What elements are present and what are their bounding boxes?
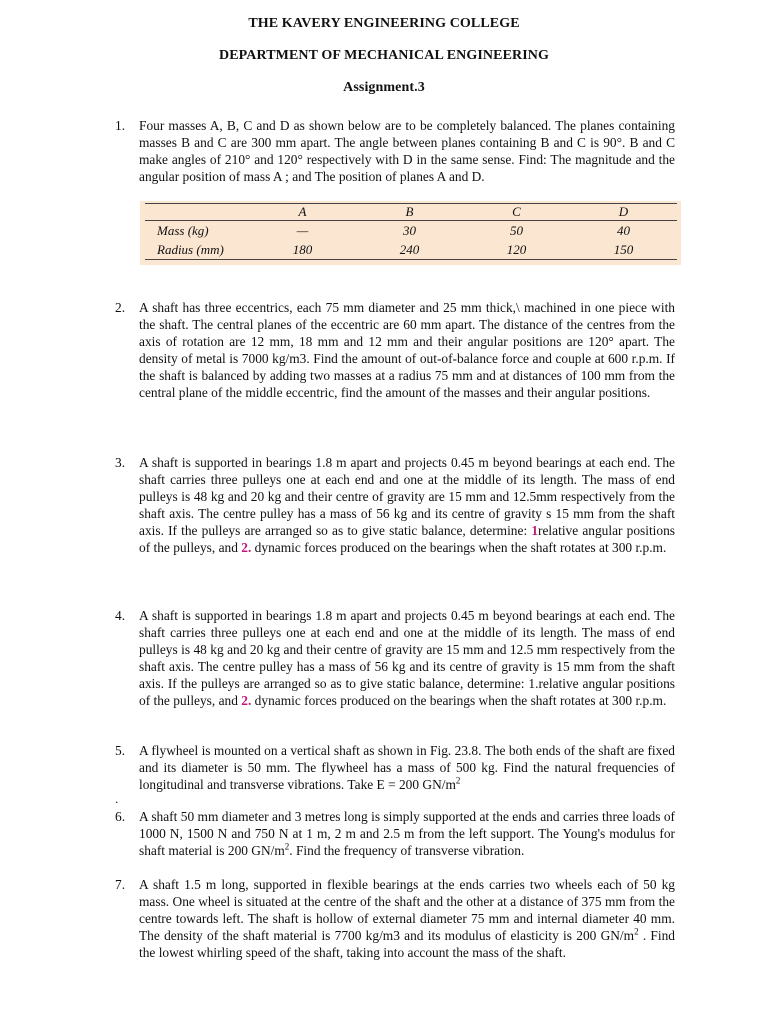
question-text: Four masses A, B, C and D as shown below are to be completely balanced. The planes containing masses B and C are 300 mm apart. The angle between planes containing B and C is 90°. B and C make angles of 210° and 120° respectively with D in the same sense. Find: The magnitude and the angular position of mass A ; and The position of planes A and D. xyxy=(139,118,675,184)
text-segment: A flywheel is mounted on a vertical shaft as shown in Fig. 23.8. The both ends of the shaft are fixed and its diameter is 50 mm. The flywheel has a mass of 500 kg. Find the natural frequencies of longitudinal and transverse vibrations. Take E = 200 GN/m xyxy=(139,743,675,792)
text-segment: . Find the frequency of transverse vibration. xyxy=(289,842,525,858)
stray-mark: . xyxy=(115,791,119,806)
question-text: A shaft has three eccentrics, each 75 mm diameter and 25 mm thick,\ machined in one piece with the shaft. The central planes of the eccentric are 60 mm apart. The distance of the centres from the axis of rotation are 12 mm, 18 mm and 12 mm and their angular positions are 120° apart. The density of metal is 7000 kg/m3. Find the amount of out-of-balance force and couple at 600 r.p.m. If the shaft is balanced by adding two masses at a radius 75 mm and at distances of 100 mm from the central plane of the middle eccentric, find the amount of the masses and their angular positions. xyxy=(139,300,675,400)
mass-table-panel xyxy=(140,201,681,265)
row-label: Radius (mm) xyxy=(145,240,249,260)
highlight-marker-1: 1 xyxy=(531,522,539,538)
question-text xyxy=(139,809,675,860)
text-segment: dynamic forces produced on the bearings when the shaft rotates at 300 r.p.m. xyxy=(251,539,667,555)
text-segment: relative angular positions of the pulleys, and xyxy=(139,522,675,555)
text-segment: A shaft 50 mm diameter and 3 metres long is simply supported at the ends and carries three loads of 1000 N, 1500 N and 750 N at 1 m, 2 m and 2.5 m from the left support. The Young's modulus for shaft material is 200 GN/m xyxy=(139,809,675,858)
question-number: 2. xyxy=(115,300,126,315)
text-segment: A shaft 1.5 m long, supported in flexible bearings at the ends carries two wheels each of 50 kg mass. One wheel is situated at the centre of the shaft and the other at a distance of 375 mm from the centre towards left. The shaft is hollow of external diameter 75 mm and internal diameter 40 mm. The density of the shaft material is 7700 kg/m3 and its modulus of elasticity is 200 GN/m xyxy=(139,877,675,943)
table-cell: 120 xyxy=(463,240,570,260)
table-cell: 150 xyxy=(570,240,677,260)
highlight-marker-2: 2. xyxy=(241,692,252,708)
table-cell: 50 xyxy=(510,222,523,238)
question-number: 6. xyxy=(115,809,126,824)
superscript: 2 xyxy=(455,775,461,786)
question-5 xyxy=(115,743,675,794)
question-text xyxy=(139,608,675,709)
highlight-marker-2: 2. xyxy=(241,539,252,555)
table-header-cell: A xyxy=(249,204,356,221)
superscript: 2 xyxy=(284,841,290,852)
question-3 xyxy=(115,455,675,556)
table-header-cell: D xyxy=(570,204,677,221)
question-4 xyxy=(115,608,675,709)
table-header-cell xyxy=(145,204,249,221)
question-number: 1. xyxy=(115,118,126,133)
question-number: 3. xyxy=(115,455,126,470)
question-number: 5. xyxy=(115,743,126,758)
table-cell: 180 xyxy=(249,240,356,260)
table-header-cell: B xyxy=(356,204,463,221)
table-cell: 240 xyxy=(356,240,463,260)
row-label: Mass (kg) xyxy=(157,222,209,238)
table-cell: 40 xyxy=(617,222,630,238)
question-7 xyxy=(115,877,675,962)
text-segment: dynamic forces produced on the bearings when the shaft rotates at 300 r.p.m. xyxy=(251,692,667,708)
text-segment: A shaft is supported in bearings 1.8 m apart and projects 0.45 m beyond bearings at each end. The shaft carries three pulleys one at each end and one at the middle of its length. The mass of end pulleys is 48 kg and 20 kg and their centre of gravity are 15 mm and 12.5mm respectively from the shaft axis. The centre pulley has a mass of 56 kg and its centre of gravity s 15 mm from the shaft axis. If the pulleys are arranged so as to give static balance, determine: xyxy=(139,455,675,538)
college-title: THE KAVERY ENGINEERING COLLEGE xyxy=(248,16,520,31)
department-title: DEPARTMENT OF MECHANICAL ENGINEERING xyxy=(219,48,549,63)
table-cell: 30 xyxy=(403,222,416,238)
question-number: 7. xyxy=(115,877,126,892)
table-row xyxy=(145,221,677,241)
question-6 xyxy=(115,809,675,860)
mass-table xyxy=(145,203,677,260)
table-cell: — xyxy=(296,222,309,238)
superscript: 2 xyxy=(634,926,639,937)
text-segment: A shaft is supported in bearings 1.8 m apart and projects 0.45 m beyond bearings at each end. The shaft carries three pulleys one at each end and one at the middle of its length. The mass of end pulleys is 48 kg and 20 kg and their centre of gravity are 15 mm and 12.5 mm respectively from the shaft axis. The centre pulley has a mass of 56 kg and its centre of gravity is 15 mm from the shaft axis. If the pulleys are arranged so as to give static balance, determine: 1.relative angular positions of the pulleys, and xyxy=(139,608,675,708)
table-header-cell: C xyxy=(463,204,570,221)
question-text xyxy=(139,877,675,962)
question-1 xyxy=(115,118,675,186)
question-number: 4. xyxy=(115,608,126,623)
table-header-row xyxy=(145,204,677,221)
text-segment: . Find the lowest whirling speed of the shaft, taking into account the mass of the shaft. xyxy=(139,927,675,960)
question-text xyxy=(139,743,675,794)
table-row xyxy=(145,240,677,260)
question-2 xyxy=(115,300,675,401)
question-text xyxy=(139,455,675,556)
assignment-title: Assignment.3 xyxy=(343,80,425,95)
